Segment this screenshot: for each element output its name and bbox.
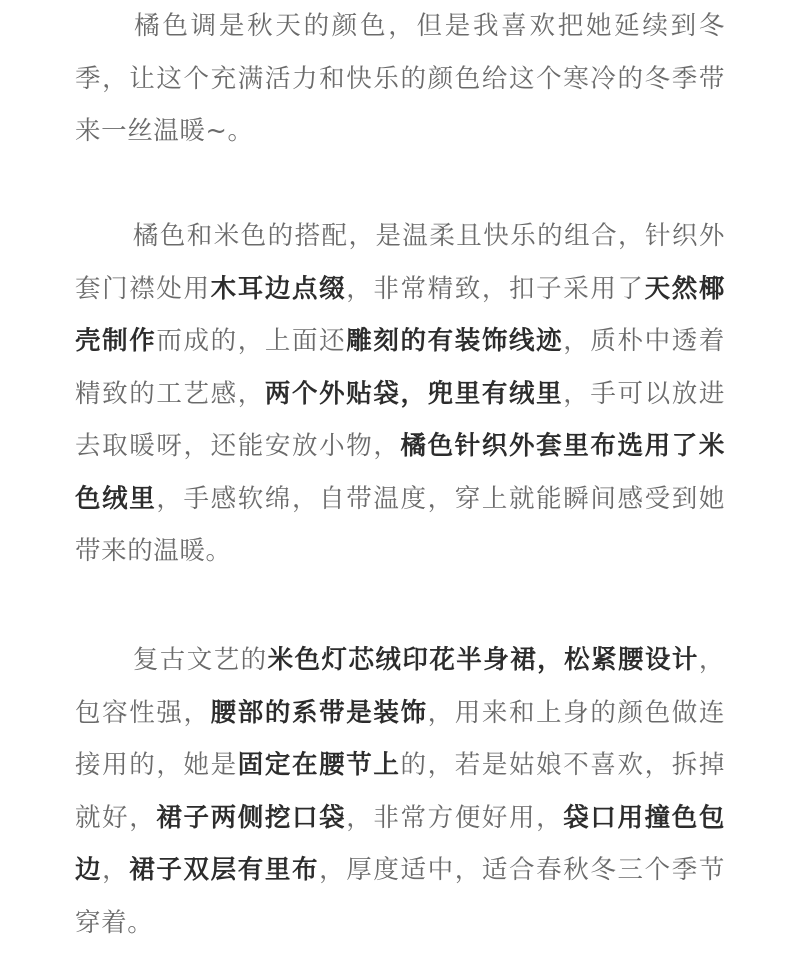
highlight-text: 米色灯芯绒印花半身裙，松紧腰设计 [267,645,699,675]
text-segment: ，手感软绵，自带温度，穿上就能瞬间感受到她带来的温暖。 [75,483,725,566]
text-segment: ， [102,855,130,885]
highlight-text: 袋口用撞色包边 [75,802,725,885]
text-segment: 橘色和米色的搭配，是温柔且快乐的组合，针织外套门襟处用 [75,221,725,304]
text-segment: ，手可以放进去取暖呀，还能安放小物， [75,378,726,461]
text-segment: ，质朴中透着精致的工艺感， [75,326,725,409]
highlight-text: 裙子两侧挖口袋 [156,802,347,833]
highlight-text: 木耳边点缀 [210,273,347,304]
text-segment: 而成的，上面还 [156,326,347,356]
text-segment: ，非常方便好用， [346,802,564,833]
text-segment: ，用来和上身的颜色做连接用的，她是 [75,697,725,780]
text-segment: ，非常精致，扣子采用了 [346,273,645,304]
text-segment: 复古文艺的 [132,645,268,675]
highlight-text: 天然椰壳制作 [75,273,725,356]
highlight-text: 裙子双层有里布 [129,855,320,885]
text-segment: 的，若是姑娘不喜欢，拆掉就好， [75,750,726,833]
highlight-text: 腰部的系带是装饰 [210,697,428,728]
paragraph-cardigan [75,210,725,578]
text-segment: ，包容性强， [75,645,725,728]
text-segment: ，厚度适中，适合春秋冬三个季节穿着。 [75,855,725,938]
paragraph-skirt [75,634,725,949]
paragraph-intro [75,0,725,158]
highlight-text: 雕刻的有装饰线迹 [346,326,564,356]
highlight-text: 橘色针织外套里布选用了米色绒里 [75,431,726,514]
highlight-text: 固定在腰节上 [237,750,401,780]
text-segment: 橘色调是秋天的颜色，但是我喜欢把她延续到冬季，让这个充满活力和快乐的颜色给这个寒冷的冬季带来一丝温暖~。 [75,11,725,146]
highlight-text: 两个外贴袋，兜里有绒里 [264,378,564,409]
